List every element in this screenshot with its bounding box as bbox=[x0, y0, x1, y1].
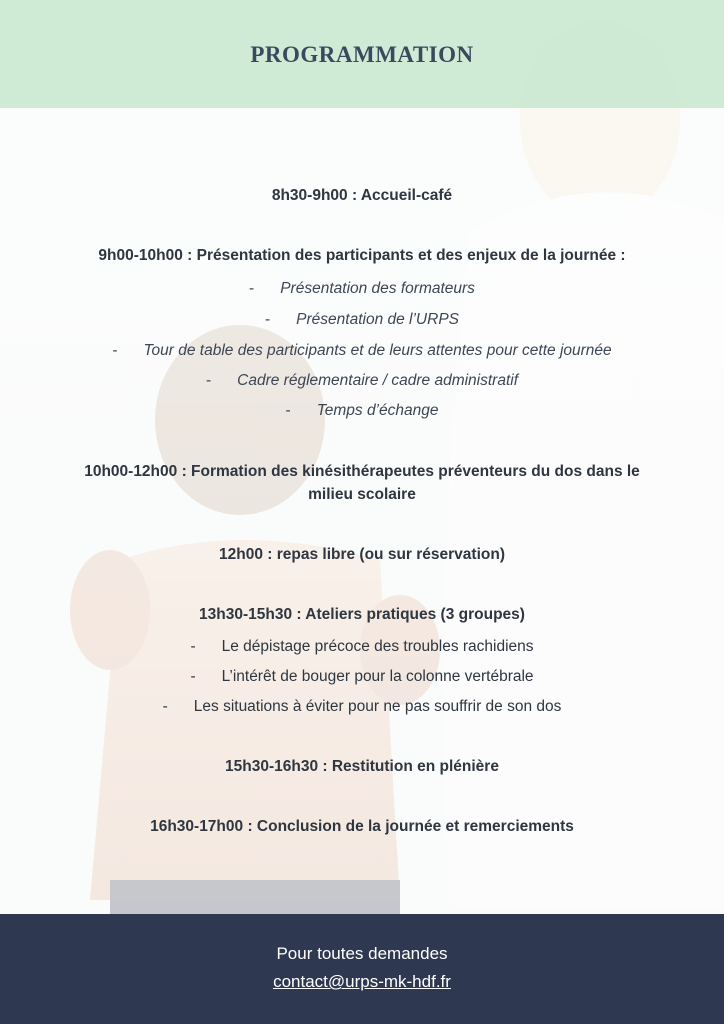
contact-email-link[interactable]: contact@urps-mk-hdf.fr bbox=[273, 972, 451, 991]
intro-item: - Présentation des formateurs bbox=[249, 280, 475, 297]
schedule-intro: 9h00-10h00 : Présentation des participants et des enjeux de la journée : bbox=[98, 247, 626, 264]
schedule-welcome: 8h30-9h00 : Accueil-café bbox=[271, 187, 453, 204]
workshop-item: - L’intérêt de bouger pour la colonne vertébrale bbox=[190, 668, 534, 685]
schedule-conclusion: 16h30-17h00 : Conclusion de la journée et remerciements bbox=[150, 818, 574, 835]
schedule-lunch: 12h00 : repas libre (ou sur réservation) bbox=[219, 546, 505, 563]
footer bbox=[0, 914, 724, 1024]
intro-item: - Temps d’échange bbox=[285, 402, 439, 419]
intro-item: - Cadre réglementaire / cadre administratif bbox=[205, 372, 519, 389]
footer-contact-label: Pour toutes demandes bbox=[276, 944, 448, 963]
workshop-item: - Les situations à éviter pour ne pas souffrir de son dos bbox=[162, 698, 562, 715]
page-title: PROGRAMMATION bbox=[250, 42, 474, 67]
workshop-item: - Le dépistage précoce des troubles rachidiens bbox=[190, 638, 534, 655]
schedule-training: 10h00-12h00 : Formation des kinésithérapeutes préventeurs du dos dans le bbox=[84, 463, 640, 480]
intro-item: - Présentation de l’URPS bbox=[264, 311, 459, 328]
schedule-training-cont: milieu scolaire bbox=[308, 486, 416, 503]
schedule-plenary: 15h30-16h30 : Restitution en plénière bbox=[225, 758, 499, 775]
schedule-workshops: 13h30-15h30 : Ateliers pratiques (3 groupes) bbox=[199, 606, 525, 623]
intro-item: - Tour de table des participants et de leurs attentes pour cette journée bbox=[112, 342, 612, 359]
